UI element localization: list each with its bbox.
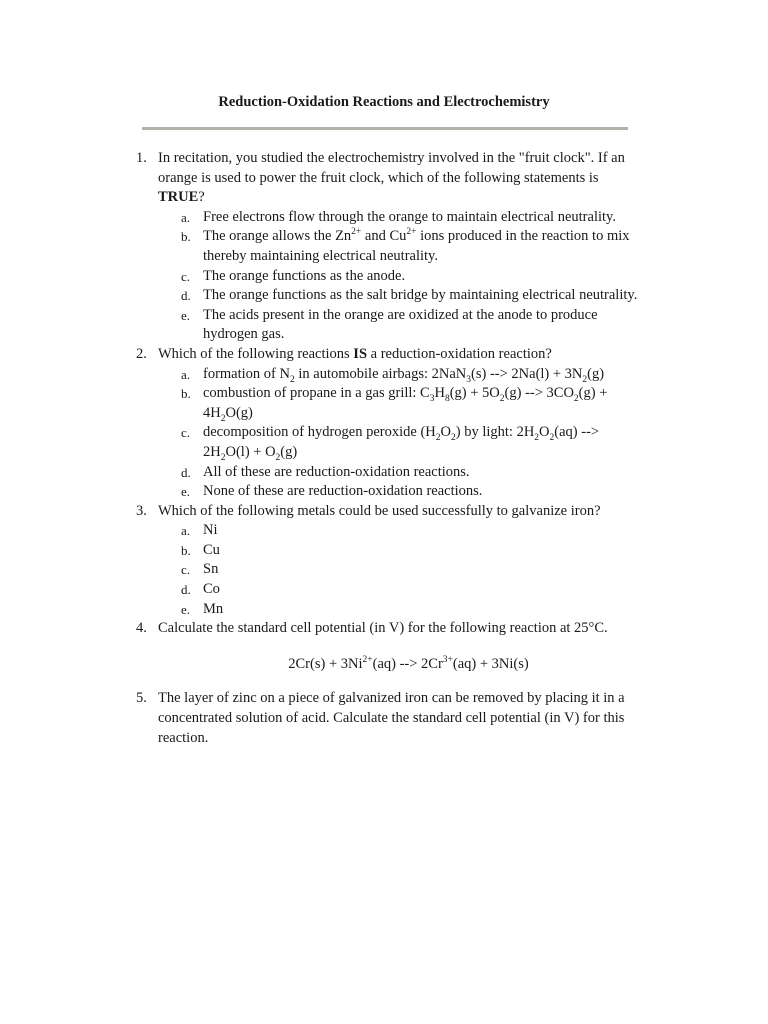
option-2c	[0, 423, 649, 462]
question-number: 1.	[136, 150, 147, 166]
question-list	[0, 149, 768, 748]
title-divider	[142, 127, 628, 130]
question-text: Which of the following reactions IS a reduction-oxidation reaction?	[158, 345, 552, 362]
option-text: Ni	[203, 522, 218, 539]
option-letter: e.	[181, 484, 191, 500]
option-letter: b.	[181, 386, 191, 402]
option-3b	[0, 541, 649, 561]
question-number: 3.	[136, 502, 147, 519]
option-letter: c.	[181, 425, 191, 441]
question-3	[0, 502, 648, 522]
page-title: Reduction-Oxidation Reactions and Electrochemistry	[218, 94, 550, 110]
question-text: Calculate the standard cell potential (in V) for the following reaction at 25°C.	[158, 620, 608, 637]
option-3a	[0, 521, 649, 541]
option-1d	[0, 286, 649, 306]
question-5	[0, 689, 648, 748]
reaction-equation: $2Cr(s) + 3Ni^{2+}(aq)$ --> $2Cr^{3+}(aq) + 3Ni(s)$	[288, 655, 529, 672]
option-3d	[0, 580, 649, 600]
option-letter: a.	[181, 523, 191, 539]
option-letter: e.	[181, 307, 191, 323]
question-text: In recitation, you studied the electrochemistry involved in the "fruit clock". If an orange is used to power the fruit clock, which of the following statements is TRUE?	[158, 150, 625, 206]
question-text: The layer of zinc on a piece of galvanized iron can be removed by placing it in a concentrated solution of acid. Calculate the standard cell potential (in V) for this reaction.	[158, 690, 625, 746]
option-1e	[0, 306, 649, 345]
option-letter: b.	[181, 542, 191, 558]
option-letter: c.	[181, 562, 191, 578]
question-4	[0, 619, 648, 639]
option-text: Mn	[203, 600, 224, 617]
option-2a	[0, 365, 649, 385]
option-letter: d.	[181, 582, 191, 598]
option-letter: a.	[181, 209, 191, 225]
option-text: The acids present in the orange are oxidized at the anode to produce hydrogen gas.	[203, 306, 598, 343]
option-text: The orange functions as the anode.	[203, 267, 406, 284]
option-3e	[0, 600, 649, 620]
option-text: Cu	[203, 541, 220, 558]
option-text: decomposition of hydrogen peroxide $(H_2O_2)$ by light: $2H_2O_2(aq)$ --> $2H_2O(l) + O_2(g)$	[203, 424, 600, 463]
option-2b	[0, 384, 649, 423]
question-1	[0, 149, 648, 208]
option-text: The orange functions as the salt bridge by maintaining electrical neutrality.	[203, 287, 638, 304]
option-letter: a.	[181, 366, 191, 382]
question-number: 5.	[136, 690, 147, 707]
option-letter: c.	[181, 268, 191, 284]
option-text: All of these are reduction-oxidation reactions.	[203, 463, 470, 480]
option-2d	[0, 463, 649, 483]
option-text: None of these are reduction-oxidation reactions.	[203, 483, 483, 500]
option-1b	[0, 227, 649, 266]
question-number: 4.	[136, 620, 147, 637]
question-2	[0, 345, 648, 365]
option-2e	[0, 482, 649, 502]
option-text: Free electrons flow through the orange to maintain electrical neutrality.	[203, 208, 616, 225]
option-text: The orange allows the $Zn^{2+}$ and $Cu^{2+}$ ions produced in the reaction to mix thereby maintaining electrical neutrality.	[203, 227, 630, 264]
option-letter: e.	[181, 601, 191, 617]
option-text: formation of $N_2$ in automobile airbags: 2NaN$_3$(s) --> $2Na(l) + 3N_2(g)$	[203, 365, 605, 385]
option-text: combustion of propane in a gas grill: $C_3H_8(g) + 5O_2(g)$ --> $3CO_2(g) + 4H_2O(g)$	[203, 385, 608, 424]
option-1c	[0, 267, 649, 287]
option-letter: d.	[181, 464, 191, 480]
option-3c	[0, 560, 649, 580]
option-text: Co	[203, 581, 220, 598]
option-letter: d.	[181, 288, 191, 304]
question-text: Which of the following metals could be used successfully to galvanize iron?	[158, 502, 601, 519]
option-letter: b.	[181, 229, 191, 245]
question-number: 2.	[136, 345, 147, 362]
option-text: Sn	[203, 561, 219, 578]
option-1a	[0, 208, 649, 228]
